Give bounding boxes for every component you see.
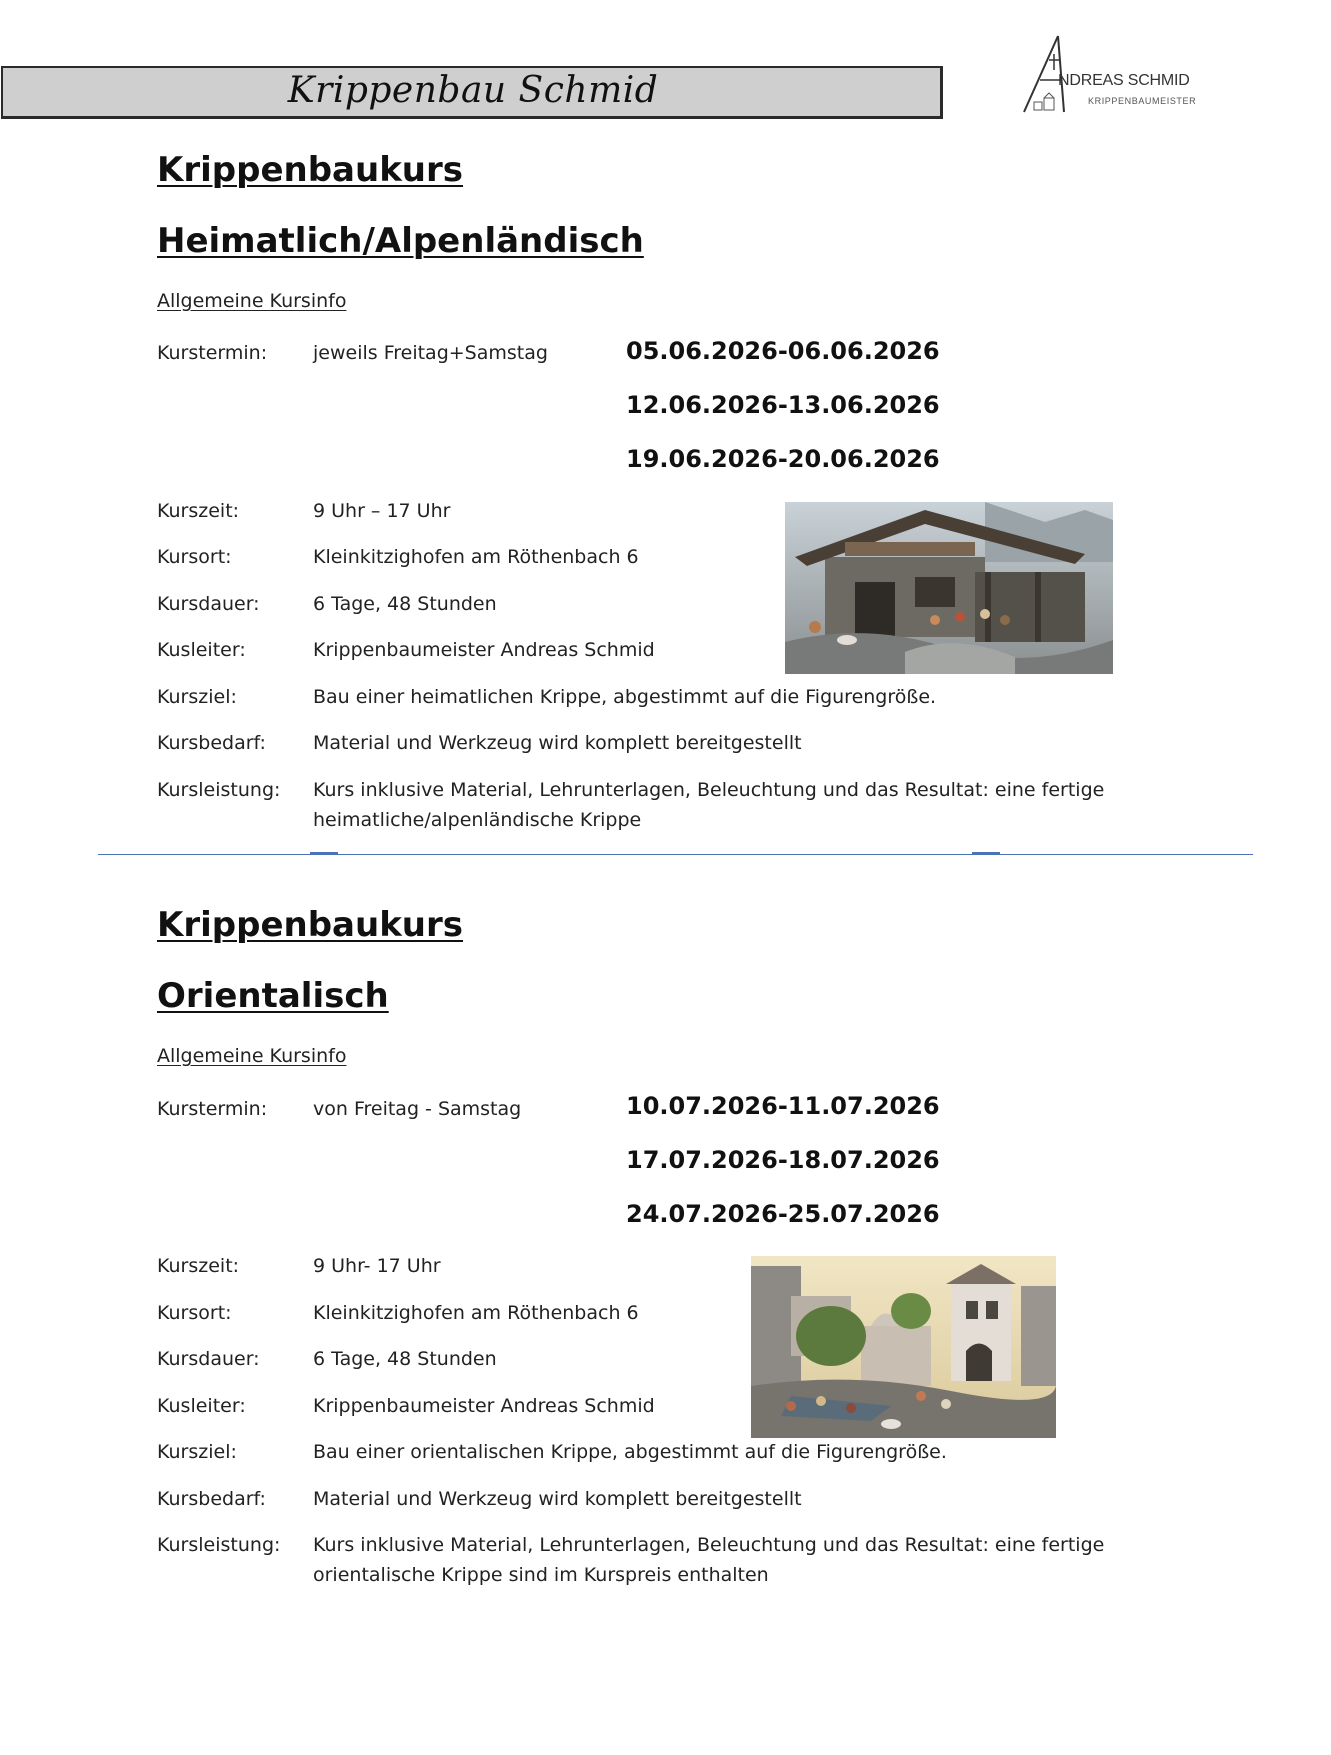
course1-heading-type: Heimatlich/Alpenländisch: [157, 221, 644, 261]
course1-leiter-label: Kusleiter:: [157, 639, 246, 661]
course1-dauer-label: Kursdauer:: [157, 593, 260, 615]
logo-subtitle: KRIPPENBAUMEISTER: [1088, 96, 1197, 106]
course1-info-heading: Allgemeine Kursinfo: [157, 290, 347, 312]
course1-ort-value: Kleinkitzighofen am Röthenbach 6: [313, 546, 639, 568]
course1-ziel-label: Kursziel:: [157, 686, 237, 708]
oriental-nativity-photo: [751, 1256, 1056, 1438]
section-divider: [98, 854, 1253, 855]
course1-date-3: 19.06.2026-20.06.2026: [626, 445, 940, 473]
course2-leistung-line1: Kurs inklusive Material, Lehrunterlagen, Beleuchtung und das Resultat: eine fertige: [313, 1534, 1105, 1556]
course1-bedarf-label: Kursbedarf:: [157, 732, 266, 754]
course2-date-3: 24.07.2026-25.07.2026: [626, 1200, 940, 1228]
course1-leistung-label: Kursleistung:: [157, 779, 281, 801]
course1-bedarf-value: Material und Werkzeug wird komplett bereitgestellt: [313, 732, 802, 754]
logo: [1018, 32, 1218, 116]
course2-ziel-value: Bau einer orientalischen Krippe, abgestimmt auf die Figurengröße.: [313, 1441, 947, 1463]
course1-heading-title: Krippenbaukurs: [157, 150, 464, 190]
course2-bedarf-value: Material und Werkzeug wird komplett bereitgestellt: [313, 1488, 802, 1510]
course1-zeit-value: 9 Uhr – 17 Uhr: [313, 500, 451, 522]
course2-info-heading: Allgemeine Kursinfo: [157, 1045, 347, 1067]
course2-ziel-label: Kursziel:: [157, 1441, 237, 1463]
course2-leistung-line2: orientalische Krippe sind im Kurspreis enthalten: [313, 1564, 769, 1586]
divider-tab-stop: [972, 852, 1000, 855]
course1-termin-label: Kurstermin:: [157, 342, 268, 364]
logo-name: NDREAS SCHMID: [1058, 72, 1190, 89]
header-title: Krippenbau Schmid: [287, 70, 659, 111]
course1-ort-label: Kursort:: [157, 546, 232, 568]
course2-leiter-label: Kusleiter:: [157, 1395, 246, 1417]
course2-dauer-value: 6 Tage, 48 Stunden: [313, 1348, 497, 1370]
course2-date-2: 17.07.2026-18.07.2026: [626, 1146, 940, 1174]
course2-ort-label: Kursort:: [157, 1302, 232, 1324]
course2-zeit-value: 9 Uhr- 17 Uhr: [313, 1255, 441, 1277]
course1-ziel-value: Bau einer heimatlichen Krippe, abgestimmt auf die Figurengröße.: [313, 686, 937, 708]
course2-ort-value: Kleinkitzighofen am Röthenbach 6: [313, 1302, 639, 1324]
course1-date-1: 05.06.2026-06.06.2026: [626, 337, 940, 365]
course1-leistung-line1: Kurs inklusive Material, Lehrunterlagen, Beleuchtung und das Resultat: eine fertige: [313, 779, 1105, 801]
course1-termin-value: jeweils Freitag+Samstag: [313, 342, 548, 364]
course2-dauer-label: Kursdauer:: [157, 1348, 260, 1370]
course1-dauer-value: 6 Tage, 48 Stunden: [313, 593, 497, 615]
course1-leistung-line2: heimatliche/alpenländische Krippe: [313, 809, 642, 831]
course2-leistung-label: Kursleistung:: [157, 1534, 281, 1556]
course1-leiter-value: Krippenbaumeister Andreas Schmid: [313, 639, 655, 661]
course1-date-2: 12.06.2026-13.06.2026: [626, 391, 940, 419]
course2-leiter-value: Krippenbaumeister Andreas Schmid: [313, 1395, 655, 1417]
course2-date-1: 10.07.2026-11.07.2026: [626, 1092, 940, 1120]
divider-tab-stop: [310, 852, 338, 855]
alpine-nativity-photo: [785, 502, 1113, 674]
course2-termin-value: von Freitag - Samstag: [313, 1098, 522, 1120]
header-banner: [1, 66, 943, 119]
course2-heading-type: Orientalisch: [157, 976, 389, 1016]
course2-zeit-label: Kurszeit:: [157, 1255, 240, 1277]
course2-heading-title: Krippenbaukurs: [157, 905, 464, 945]
course1-zeit-label: Kurszeit:: [157, 500, 240, 522]
course2-bedarf-label: Kursbedarf:: [157, 1488, 266, 1510]
course2-termin-label: Kurstermin:: [157, 1098, 268, 1120]
